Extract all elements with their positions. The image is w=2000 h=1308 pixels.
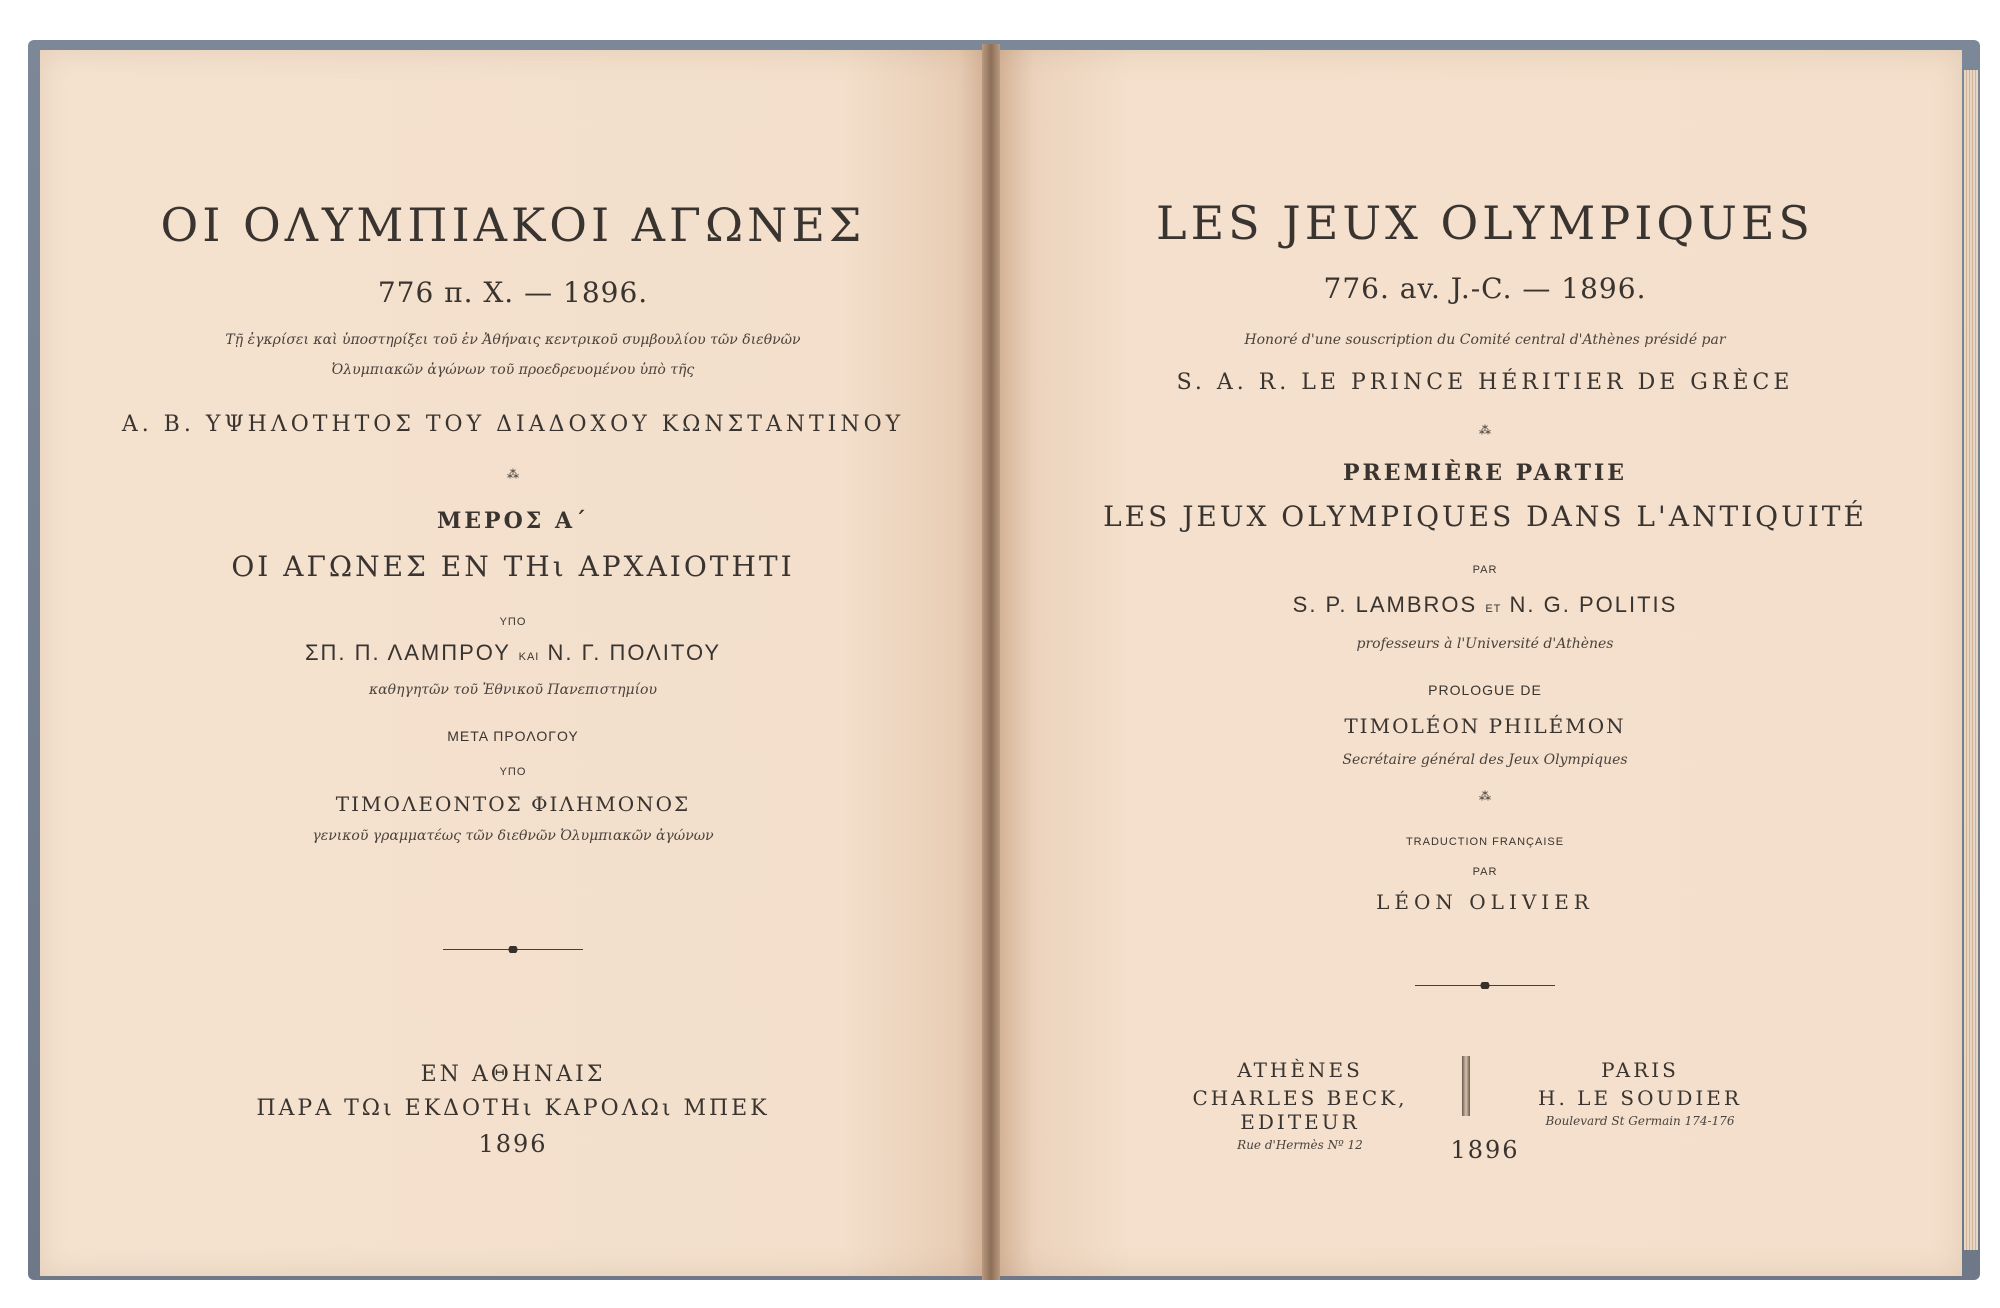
- french-translation-label: TRADUCTION FRANÇAISE: [1405, 836, 1565, 848]
- french-title: LES JEUX OLYMPIQUES: [1156, 196, 1814, 250]
- french-authors-role: professeurs à l'Université d'Athènes: [1356, 636, 1614, 652]
- french-author1: S. P. LAMBROS: [1292, 592, 1478, 617]
- greek-dedication-line2: Ὀλυμπιακῶν ἀγώνων τοῦ προεδρευομένου ὑπὸ τῆς: [331, 362, 695, 378]
- pub-paris-name: H. LE SOUDIER: [1538, 1086, 1742, 1110]
- french-author2: N. G. POLITIS: [1509, 592, 1678, 617]
- page-edges: [1964, 70, 1978, 1250]
- greek-by: ΥΠΟ: [499, 616, 527, 628]
- greek-year: 1896: [478, 1130, 548, 1158]
- column-ornament: [1462, 1056, 1470, 1116]
- greek-patron: Α. Β. ΥΨΗΛΟΤΗΤΟΣ ΤΟΥ ΔΙΑΔΟΧΟΥ ΚΩΝΣΤΑΝΤΙΝΟΥ: [121, 412, 905, 437]
- greek-part: ΜΕΡΟΣ Α΄: [436, 508, 590, 534]
- ornament-divider: [1415, 980, 1555, 990]
- french-prologue-author: TIMOLÉON PHILÉMON: [1344, 714, 1626, 738]
- separator-star: ⁂: [507, 467, 519, 481]
- french-authors: [1010, 592, 1960, 618]
- greek-prologue-author: ΤΙΜΟΛΕΟΝΤΟΣ ΦΙΛΗΜΟΝΟΣ: [335, 792, 691, 816]
- greek-dates: 776 π. Χ. — 1896.: [377, 276, 649, 309]
- french-title-page: [1010, 0, 1960, 1308]
- french-part: PREMIÈRE PARTIE: [1342, 460, 1628, 486]
- ornament-divider: [443, 944, 583, 954]
- french-translation-by: PAR: [1472, 866, 1498, 878]
- french-dates: 776. av. J.-C. — 1896.: [1323, 272, 1647, 305]
- greek-authors-and: ΚΑΙ: [518, 651, 540, 663]
- greek-prologue-role: γενικοῦ γραμματέως τῶν διεθνῶν Ὀλυμπιακῶν ἀγώνων: [312, 828, 714, 844]
- greek-authors: [40, 640, 986, 666]
- greek-authors-role: καθηγητῶν τοῦ Ἐθνικοῦ Πανεπιστημίου: [369, 682, 657, 698]
- greek-part-title: ΟΙ ΑΓΩΝΕΣ ΕΝ ΤΗι ΑΡΧΑΙΟΤΗΤΙ: [231, 550, 795, 583]
- pub-paris-city: PARIS: [1601, 1058, 1679, 1082]
- greek-dedication-line1: Τῇ ἐγκρίσει καὶ ὑποστηρίξει τοῦ ἐν Ἀθήναις κεντρικοῦ συμβουλίου τῶν διεθνῶν: [225, 332, 801, 348]
- pub-athens-city: ATHÈNES: [1237, 1058, 1363, 1082]
- french-patron: S. A. R. LE PRINCE HÉRITIER DE GRÈCE: [1176, 370, 1794, 395]
- french-prologue-label: PROLOGUE DE: [1428, 682, 1542, 698]
- french-prologue-role: Secrétaire général des Jeux Olympiques: [1342, 752, 1628, 768]
- greek-title: ΟΙ ΟΛΥΜΠΙΑΚΟΙ ΑΓΩΝΕΣ: [160, 198, 866, 252]
- pub-athens-address: Rue d'Hermès Nº 12: [1237, 1138, 1363, 1152]
- greek-place: ΕΝ ΑΘΗΝΑΙΣ: [420, 1062, 606, 1087]
- greek-prologue-by: ΥΠΟ: [499, 766, 527, 778]
- pub-paris-address: Boulevard St Germain 174-176: [1545, 1114, 1735, 1128]
- greek-title-page: [40, 0, 986, 1308]
- greek-author2: Ν. Γ. ΠΟΛΙΤΟΥ: [547, 640, 722, 665]
- french-authors-and: ET: [1485, 603, 1502, 615]
- separator-star: ⁂: [1479, 789, 1491, 803]
- french-translator: LÉON OLIVIER: [1376, 890, 1594, 914]
- separator-star: ⁂: [1479, 423, 1491, 437]
- french-part-title: LES JEUX OLYMPIQUES DANS L'ANTIQUITÉ: [1103, 500, 1867, 533]
- french-by: PAR: [1472, 564, 1498, 576]
- publisher-paris: [1490, 1058, 1790, 1128]
- french-dedication: Honoré d'une souscription du Comité central d'Athènes présidé par: [1244, 332, 1726, 348]
- french-year: 1896: [1450, 1136, 1520, 1164]
- pub-athens-name: CHARLES BECK, EDITEUR: [1192, 1086, 1408, 1134]
- greek-author1: ΣΠ. Π. ΛΑΜΠΡΟΥ: [304, 640, 511, 665]
- greek-publisher: ΠΑΡΑ ΤΩι ΕΚΔΟΤΗι ΚΑΡΟΛΩι ΜΠΕΚ: [256, 1096, 770, 1121]
- greek-prologue-label: ΜΕΤΑ ΠΡΟΛΟΓΟΥ: [447, 728, 579, 744]
